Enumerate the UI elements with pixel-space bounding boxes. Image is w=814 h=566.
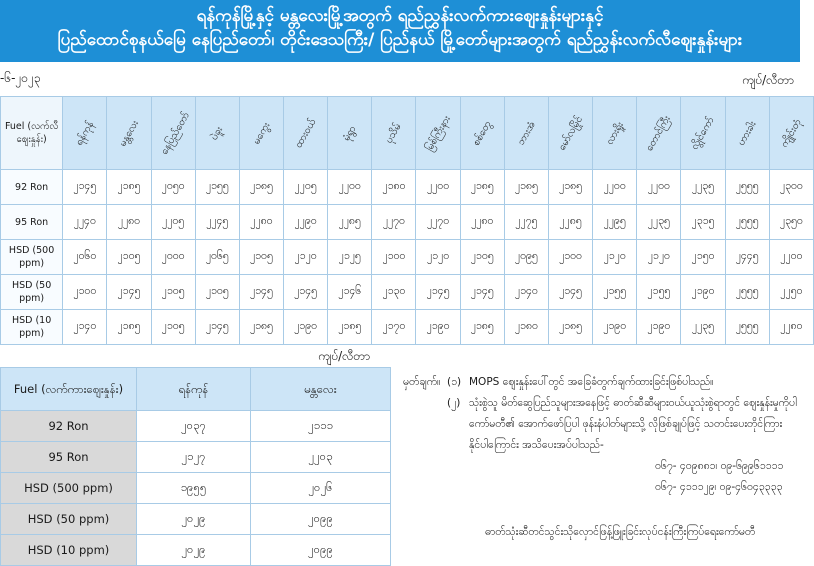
city-header [107, 97, 151, 170]
city-name: မန္တလေး [117, 118, 141, 148]
price-cell: ၂၁၄၀ [504, 275, 548, 310]
price-cell: ၂၁၅၀ [681, 240, 725, 275]
price-cell: ၂၁၅၅ [195, 170, 239, 205]
price-cell: ၂၂၀၅ [284, 170, 328, 205]
city-header [63, 97, 107, 170]
note-2-line-1: သုံးစွဲသူ မိတ်ဆွေပြည်သူများအနေဖြင့် ဓာတ်ဆီဆီများဝယ်ယူသုံးစွဲရာတွင် ဈေးနှုန်းမှုကိုပါ [469, 397, 797, 409]
city-name: လွိုင်ကော် [689, 114, 717, 152]
price-cell: ၂၂၄၀ [63, 205, 107, 240]
price-cell: ၂၁၂၅ [328, 240, 372, 275]
price-cell: ၂၁၀၅ [195, 275, 239, 310]
price-cell: ၂၅၅၅ [725, 170, 769, 205]
wholesale-fuel-header: Fuel (လက်ကားဈေးနှုန်း) [1, 368, 137, 411]
price-cell: ၂၁၀၅ [151, 310, 195, 345]
price-cell: ၂၁၂၀ [416, 240, 460, 275]
city-header [416, 97, 460, 170]
price-cell: ၂၁၄၀ [63, 310, 107, 345]
price-cell: ၂၀၃၇ [137, 411, 251, 442]
price-cell: ၂၀၅၀ [151, 170, 195, 205]
notes-label: မှတ်ချက်။ [403, 376, 441, 388]
price-cell: ၂၀၂၆ [251, 473, 391, 504]
price-cell: ၂၁၉၀ [637, 310, 681, 345]
city-name: ရန်ကုန် [73, 119, 97, 147]
price-cell: ၂၂၈၀ [239, 205, 283, 240]
price-cell: ၂၁၈၅ [328, 310, 372, 345]
note-2-line-2: ကော်မတီ၏ အောက်ဖော်ပြပါ ဖုန်းနံပါတ်များသို့ လိုဖြစ်ချုပ်ဖြင့် သတင်းပေးတိုင်ကြား [469, 418, 783, 430]
price-cell: ၂၀၆၀ [63, 240, 107, 275]
price-cell: ၂၂၀၀ [328, 170, 372, 205]
price-cell: ၂၁၄၅ [239, 275, 283, 310]
price-cell: ၂၁၈၅ [239, 170, 283, 205]
price-cell: ၂၁၄၆ [328, 275, 372, 310]
price-cell: ၂၁၀၀ [372, 240, 416, 275]
city-name: ကျိုင်းတုံ [778, 116, 804, 150]
phone-line-1: ၀၆၇- ၄၀၉၈၈၁၊ ၀၉-၆၉၉၆၁၁၁၁ [655, 460, 784, 472]
price-cell: ၂၁၁၁ [251, 411, 391, 442]
price-cell: ၂၁၄၅ [63, 170, 107, 205]
price-cell: ၂၁၀၅ [107, 240, 151, 275]
price-cell: ၂၀၉၉ [251, 535, 391, 566]
wholesale-row [1, 411, 391, 442]
price-cell: ၂၂၈၀ [460, 205, 504, 240]
price-cell: ၂၁၉၀ [681, 275, 725, 310]
wholesale-row [1, 473, 391, 504]
wholesale-unit-label: ကျပ်/လီတာ [318, 349, 371, 363]
price-cell: ၂၁၈၀ [372, 170, 416, 205]
city-name: ဟားခါး [735, 118, 759, 148]
retail-row [1, 240, 814, 275]
price-cell: ၂၂၃၅ [681, 310, 725, 345]
price-cell: ၂၁၄၅ [195, 310, 239, 345]
note-number-2: (၂) [447, 397, 461, 409]
price-cell: ၂၂၀၀ [416, 170, 460, 205]
price-cell: ၂၁၈၀ [504, 310, 548, 345]
price-cell: ၂၂၀၀ [593, 170, 637, 205]
price-cell: ၂၃၅၀ [769, 205, 813, 240]
price-cell: ၂၁၈၅ [239, 310, 283, 345]
city-name: နေပြည်တော် [158, 109, 192, 157]
price-cell: ၂၂၃၅ [681, 170, 725, 205]
price-cell: ၂၀၉၉ [251, 504, 391, 535]
city-header [681, 97, 725, 170]
city-name: မော်လမြိုင် [556, 113, 585, 153]
title-line-1: ရန်ကုန်မြို့နှင့် မန္တလေးမြို့အတွက် ရည်ညွှန်းလက်ကားဈေးနှုန်းများနှင့် [196, 6, 604, 26]
city-header [637, 97, 681, 170]
price-cell: ၂၅၅၅ [725, 205, 769, 240]
city-name: ပုသိမ် [383, 121, 404, 145]
note-number-1: (၁) [447, 376, 462, 388]
city-name: ဘားအံ [515, 119, 538, 147]
price-cell: ၂၁၂၀ [593, 240, 637, 275]
price-cell: ၂၅၅၅ [725, 275, 769, 310]
note-2-line-3: နိုင်ပါကြောင်း အသိပေးအပ်ပါသည်- [469, 439, 604, 451]
city-header [372, 97, 416, 170]
price-cell: ၂၁၄၅ [107, 275, 151, 310]
price-cell: ၂၂၇၅ [504, 205, 548, 240]
city-header [725, 97, 769, 170]
title-line-2: ပြည်ထောင်စုနယ်မြေ နေပြည်တော်၊ တိုင်းဒေသကြီး/ ပြည်နယ် မြို့တော်များအတွက် ရည်ညွှန်းလက်လီဈေးနှုန်းများ [57, 30, 743, 50]
price-cell: ၂၁၈၅ [548, 170, 592, 205]
fuel-type-cell: HSD (500 ppm) [1, 240, 63, 275]
wholesale-city-header: မန္တလေး [251, 368, 391, 411]
price-cell: ၂၁၄၅ [284, 275, 328, 310]
price-cell: ၂၀၀၀ [151, 240, 195, 275]
price-cell: ၂၁၉၀ [416, 310, 460, 345]
price-cell: ၂၁၀၅ [151, 275, 195, 310]
city-name: မကွေး [250, 120, 273, 146]
price-cell: ၂၁၄၅ [460, 275, 504, 310]
fuel-type-cell: HSD (10 ppm) [1, 535, 137, 566]
price-cell: ၂၂၉၀ [284, 205, 328, 240]
price-cell: ၂၃၀၀ [769, 170, 813, 205]
price-cell: ၂၁၅၅ [637, 275, 681, 310]
price-cell: ၂၂၅၀ [769, 275, 813, 310]
price-cell: ၂၁၈၅ [460, 310, 504, 345]
wholesale-city-header: ရန်ကုန် [137, 368, 251, 411]
price-cell: ၂၀၂၉ [137, 535, 251, 566]
price-cell: ၂၁၀၅ [460, 240, 504, 275]
price-cell: ၂၁၄၅ [416, 275, 460, 310]
city-header [239, 97, 283, 170]
price-cell: ၂၁၇၀ [372, 310, 416, 345]
retail-row [1, 170, 814, 205]
committee-name: ဓာတ်သုံးဆီတင်သွင်းသိုလှောင်ဖြန့်ဖြူးခြင်းလုပ်ငန်းကြီးကြပ်ရေးကော်မတီ [485, 526, 756, 538]
fuel-type-cell: HSD (50 ppm) [1, 275, 63, 310]
fuel-type-cell: HSD (50 ppm) [1, 504, 137, 535]
price-cell: ၂၄၄၅ [725, 240, 769, 275]
price-cell: ၂၁၈၅ [548, 310, 592, 345]
price-cell: ၂၀၂၉ [137, 504, 251, 535]
city-header [593, 97, 637, 170]
price-cell: ၂၂၈၅ [548, 205, 592, 240]
price-cell: ၁၉၅၅ [137, 473, 251, 504]
price-cell: ၂၁၈၅ [107, 170, 151, 205]
city-name: မြစ်ကြီးနား [423, 113, 453, 153]
city-name: တောင်ကြီး [644, 113, 674, 153]
price-cell: ၂၁၂၀ [637, 240, 681, 275]
fuel-type-cell: 95 Ron [1, 442, 137, 473]
city-header [504, 97, 548, 170]
price-cell: ၂၁၂၇ [137, 442, 251, 473]
price-cell: ၂၁၈၅ [504, 170, 548, 205]
city-header [460, 97, 504, 170]
notes-section [403, 372, 800, 543]
price-cell: ၂၁၀၅ [239, 240, 283, 275]
price-cell: ၂၁၉၀ [284, 310, 328, 345]
retail-fuel-header: Fuel (လက်လီဈေးနှုန်း) [1, 97, 63, 170]
city-header [328, 97, 372, 170]
price-cell: ၂၁၉၀ [593, 310, 637, 345]
price-cell: ၂၁၈၅ [107, 310, 151, 345]
price-cell: ၂၁၀၀ [548, 240, 592, 275]
fuel-type-cell: HSD (500 ppm) [1, 473, 137, 504]
price-cell: ၂၂၇၀ [416, 205, 460, 240]
price-cell: ၂၁၄၅ [548, 275, 592, 310]
wholesale-row [1, 535, 391, 566]
price-cell: ၂၅၅၅ [725, 310, 769, 345]
retail-row [1, 310, 814, 345]
city-header [548, 97, 592, 170]
price-cell: ၂၀၉၅ [504, 240, 548, 275]
price-cell: ၂၁၂၀ [284, 240, 328, 275]
city-name: စစ်တွေ [470, 118, 494, 148]
price-cell: ၂၂၇၀ [372, 205, 416, 240]
price-cell: ၂၂၀၀ [637, 170, 681, 205]
price-cell: ၂၁၅၅ [593, 275, 637, 310]
note-1-text: MOPS ဈေးနှုန်းပေါ်တွင် အခြေခံတွက်ချက်ထားခြင်းဖြစ်ပါသည်။ [469, 376, 714, 388]
city-name: မုံရွာ [341, 123, 359, 143]
retail-row [1, 275, 814, 310]
price-cell: ၂၂၀၃ [251, 442, 391, 473]
price-cell: ၂၀၆၅ [195, 240, 239, 275]
price-cell: ၂၁၃၀ [372, 275, 416, 310]
price-cell: ၂၁၀၀ [63, 275, 107, 310]
price-cell: ၂၂၀၅ [151, 205, 195, 240]
city-header [151, 97, 195, 170]
price-cell: ၂၂၈၀ [107, 205, 151, 240]
fuel-type-cell: 92 Ron [1, 170, 63, 205]
fuel-type-cell: HSD (10 ppm) [1, 310, 63, 345]
price-cell: ၂၃၁၅ [681, 205, 725, 240]
city-name: ပဲခူး [209, 124, 226, 142]
title-banner [0, 0, 800, 62]
price-cell: ၂၁၈၅ [460, 170, 504, 205]
date-label: -၆-၂၀၂၃ [0, 71, 41, 85]
price-cell: ၂၂၄၅ [195, 205, 239, 240]
wholesale-price-table [0, 367, 391, 566]
price-cell: ၂၂၈၅ [328, 205, 372, 240]
city-header [769, 97, 813, 170]
retail-price-table [0, 96, 814, 345]
retail-unit-label: ကျပ်/လီတာ [741, 73, 794, 87]
wholesale-row [1, 442, 391, 473]
wholesale-row [1, 504, 391, 535]
fuel-type-cell: 95 Ron [1, 205, 63, 240]
price-cell: ၂၂၃၅ [637, 205, 681, 240]
phone-line-2: ၀၆၇- ၄၁၁၁၂၉၊ ၀၉-၄၆၀၄၃၃၃၃ [655, 481, 783, 493]
fuel-type-cell: 92 Ron [1, 411, 137, 442]
city-header [195, 97, 239, 170]
city-name: လားရှိုး [603, 119, 626, 147]
price-cell: ၂၂၀၀ [769, 240, 813, 275]
city-name: ထားဝယ် [292, 116, 319, 150]
price-cell: ၂၂၉၅ [593, 205, 637, 240]
retail-row [1, 205, 814, 240]
city-header [284, 97, 328, 170]
price-cell: ၂၂၈၀ [769, 310, 813, 345]
